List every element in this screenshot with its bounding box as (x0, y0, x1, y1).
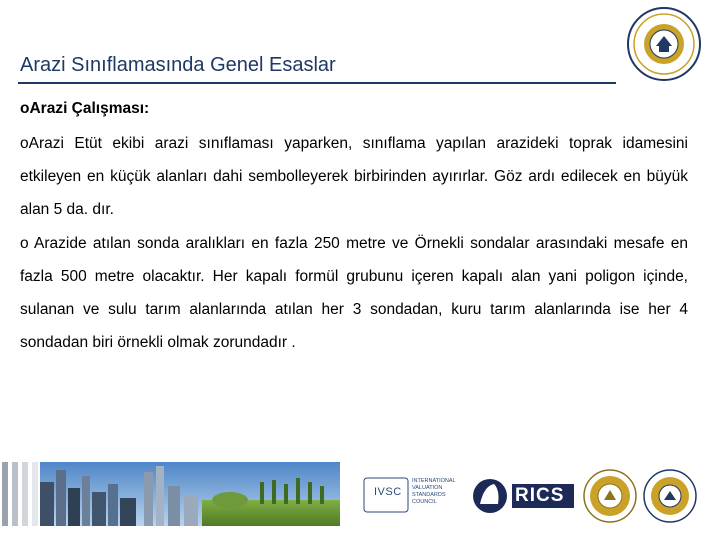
paragraph-1: oArazi Etüt ekibi arazi sınıflaması yaparken, sınıflama yapılan arazideki toprak idamesini etkileyen en küçük alanları dahi sembolleyerek birbirinden ayırırlar. Göz ardı edilecek en büyük alan 5 da. dır. (20, 135, 688, 218)
slide-title: Arazi Sınıflamasında Genel Esaslar (20, 54, 336, 76)
gold-seal-icon (584, 470, 636, 522)
bottom-margin (0, 526, 720, 540)
footer-band (0, 462, 720, 526)
slide-body (20, 92, 688, 360)
paragraph-2: o Arazide atılan sonda aralıkları en fazla 250 metre ve Örnekli sondalar arasındaki mesafe en fazla 500 metre olacaktır. Her kapalı formül grubunu içeren kapalı alan yani poligon içinde, sulanan ve sulu tarım alanlarında atılan her 3 sondadan, kuru tarım alanlarında ise her 4 sondadan biri örnekli olmak zorundadır . (20, 235, 688, 351)
university-seal-small-icon (644, 470, 696, 522)
rics-label: RICS (515, 485, 565, 506)
title-divider (18, 82, 616, 84)
decorative-bars (0, 462, 40, 526)
ivsc-caption: INTERNATIONAL VALUATION STANDARDS COUNCIL (412, 478, 456, 505)
cityscape-photo (40, 462, 340, 526)
university-seal-icon (626, 6, 702, 82)
ivsc-label: IVSC (374, 486, 402, 498)
partner-logos (362, 464, 702, 524)
subheading: oArazi Çalışması: (20, 100, 150, 117)
